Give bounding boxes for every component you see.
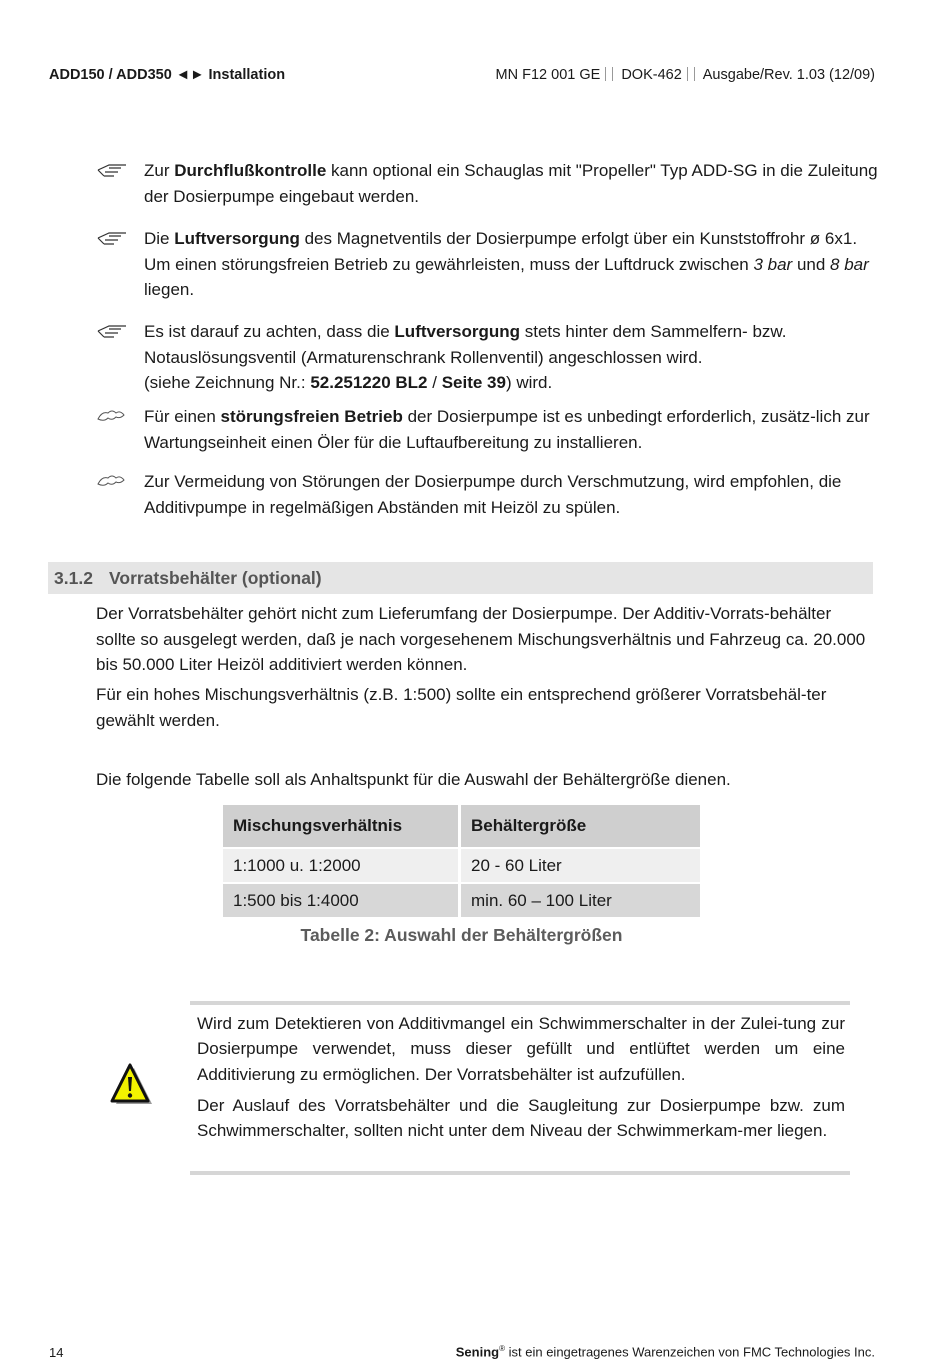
paragraph-table-intro: Die folgende Tabelle soll als Anhaltspunkt für die Auswahl der Behältergröße dienen. — [96, 770, 731, 789]
table-cell: min. 60 – 100 Liter — [461, 884, 700, 917]
section-title: Vorratsbehälter (optional) — [109, 568, 322, 588]
separator — [687, 67, 695, 81]
table-header-cell: Behältergröße — [461, 805, 700, 847]
pointing-hand-icon — [96, 161, 128, 177]
section-number: 3.1.2 — [54, 568, 93, 588]
page-number: 14 — [49, 1345, 64, 1360]
warning-text: Wird zum Detektieren von Additivmangel ein Schwimmerschalter in der Zulei-tung zur Dosierpumpe verwendet, muss dieser gefüllt und entlüftet werden um eine Additivierung zu ermöglichen. Der Vorratsbehälter ist aufzufüllen. — [197, 1014, 845, 1084]
note-air-supply-position: Es ist darauf zu achten, dass die Luftversorgung stets hinter dem Sammelfern- bzw. Notauslösungsventil (Armaturenschrank Rollenventil) angeschlossen wird. (siehe Zeichnung Nr.: 52.251220 BL2 / Seite 39) wird. — [96, 319, 886, 396]
separator — [605, 67, 613, 81]
paragraph-reservoir: Der Vorratsbehälter gehört nicht zum Lieferumfang der Dosierpumpe. Der Additiv-Vorrats-behälter sollte so ausgelegt werden, daß je nach vorgesehenem Mischungsverhältnis und Fahrzeug ca. 20.000 bis 50.000 Liter Heizöl additiviert werden können. — [96, 604, 866, 674]
table-cell: 20 - 60 Liter — [461, 849, 700, 882]
hand-outline-icon — [96, 472, 128, 488]
header-doc-info — [496, 67, 875, 83]
paragraph-mixing-ratio: Für ein hohes Mischungsverhältnis (z.B. 1:500) sollte ein entsprechend größerer Vorratsbehäl-ter gewählt werden. — [96, 685, 827, 730]
pointing-hand-icon — [96, 229, 128, 245]
note-oiler: Für einen störungsfreien Betrieb der Dosierpumpe ist es unbedingt erforderlich, zusätz-lich zur Wartungseinheit einen Öler für die Luftaufbereitung zu installieren. — [96, 404, 886, 455]
note-air-supply: Die Luftversorgung des Magnetventils der Dosierpumpe erfolgt über ein Kunststoffrohr ø 6x1. Um einen störungsfreien Betrieb zu gewährleisten, muss der Luftdruck zwischen 3 bar und 8 bar liegen. — [96, 226, 886, 303]
note-flow-control: Zur Durchflußkontrolle kann optional ein Schauglas mit "Propeller" Typ ADD-SG in die Zuleitung der Dosierpumpe eingebaut werden. — [96, 158, 886, 209]
revision: Ausgabe/Rev. 1.03 (12/09) — [702, 67, 875, 83]
warning-box — [190, 1001, 850, 1175]
section-heading — [48, 562, 873, 594]
header-title: ADD150 / ADD350 ◄► Installation — [49, 67, 286, 83]
table-cell: 1:500 bis 1:4000 — [223, 884, 458, 917]
table-header-cell: Mischungsverhältnis — [223, 805, 458, 847]
warning-text: Der Auslauf des Vorratsbehälter und die Saugleitung zur Dosierpumpe bzw. zum Schwimmerschalter, sollten nicht unter dem Niveau der Schwimmerkam-mer liegen. — [197, 1095, 845, 1141]
footer-trademark: Sening® ist ein eingetragenes Warenzeichen von FMC Technologies Inc. — [455, 1344, 875, 1360]
note-flushing: Zur Vermeidung von Störungen der Dosierpumpe durch Verschmutzung, wird empfohlen, die Additivpumpe in regelmäßigen Abständen mit Heizöl zu spülen. — [96, 469, 886, 520]
pointing-hand-icon — [96, 322, 128, 338]
hand-outline-icon — [96, 407, 128, 423]
dok-number: DOK-462 — [621, 67, 682, 83]
warning-triangle-icon — [109, 1062, 153, 1108]
doc-id: MN F12 001 GE — [495, 67, 601, 83]
table-caption: Tabelle 2: Auswahl der Behältergrößen — [300, 925, 623, 945]
table-cell: 1:1000 u. 1:2000 — [223, 849, 458, 882]
